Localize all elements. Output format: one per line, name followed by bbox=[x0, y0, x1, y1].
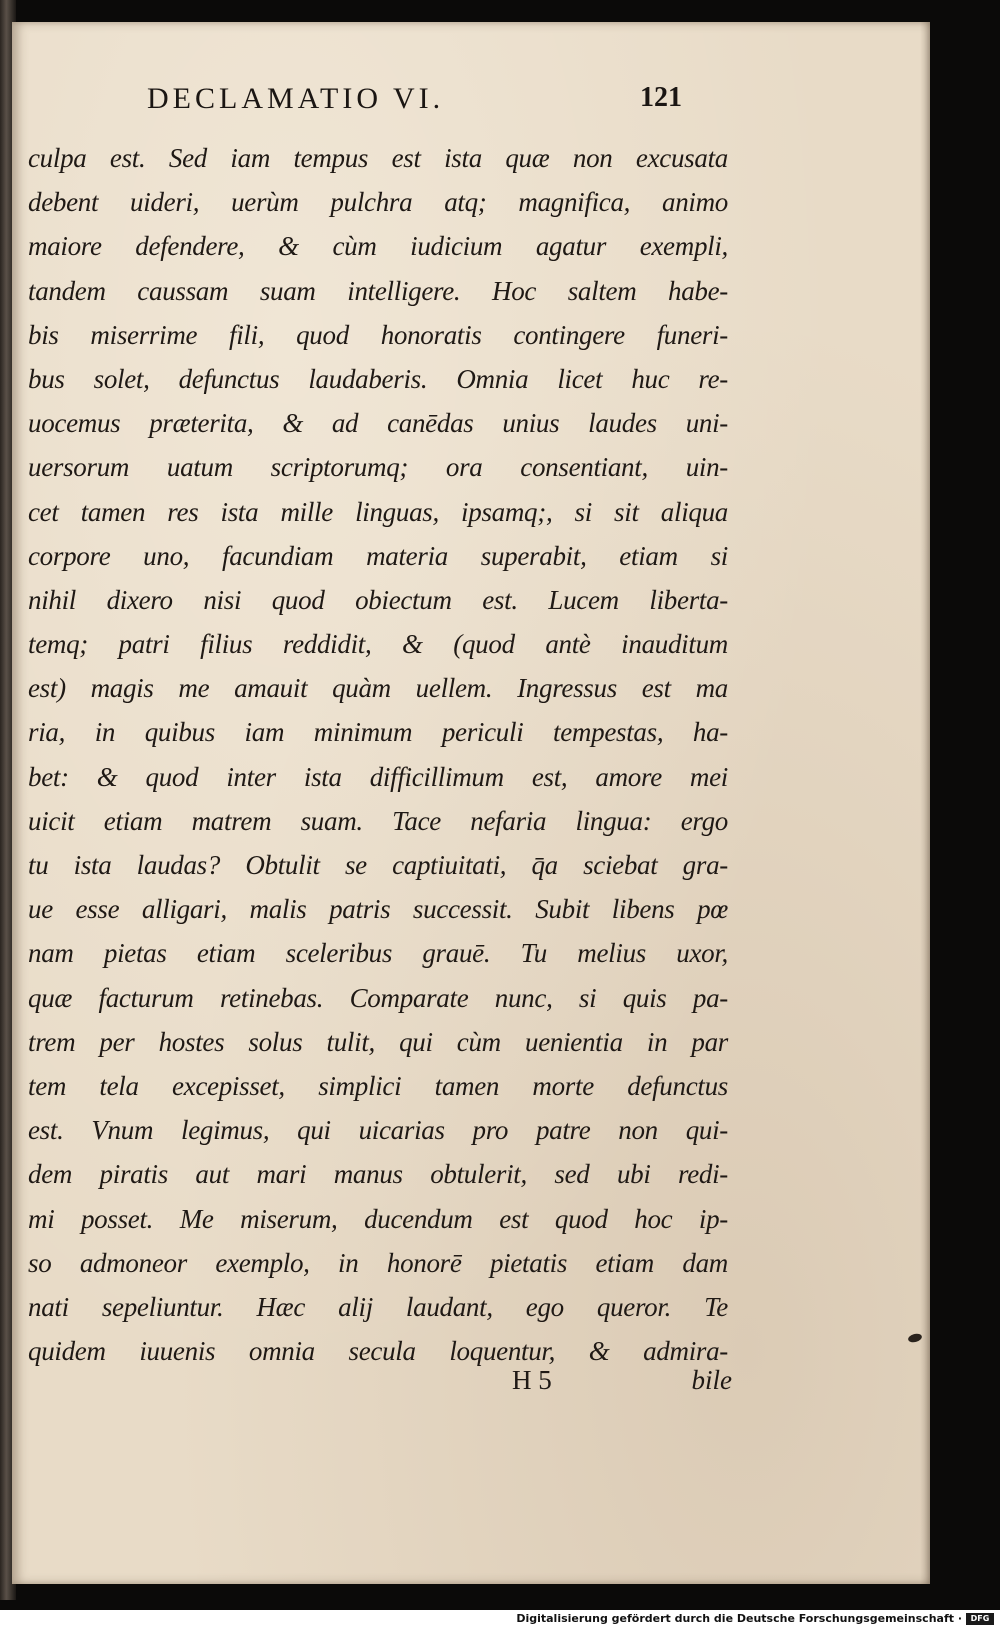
text-line: uicit etiam matrem suam. Tace nefaria lingua: ergo bbox=[28, 805, 728, 836]
text-line: uersorum uatum scriptorumq; ora consentiant, uin- bbox=[28, 452, 728, 483]
text-line: mi posset. Me miserum, ducendum est quod hoc ip- bbox=[28, 1203, 728, 1234]
text-line: nam pietas etiam sceleribus grauē. Tu melius uxor, bbox=[28, 938, 728, 969]
text-line: est) magis me amauit quàm uellem. Ingressus est ma bbox=[28, 673, 728, 704]
text-line: culpa est. Sed iam tempus est ista quæ non excusata bbox=[28, 143, 728, 173]
text-line: tu ista laudas? Obtulit se captiuitati, q̄a sciebat gra- bbox=[28, 850, 728, 880]
text-line: nati sepeliuntur. Hæc alij laudant, ego queror. Te bbox=[28, 1291, 728, 1322]
running-head bbox=[12, 82, 930, 122]
folio-number: 121 bbox=[640, 82, 682, 113]
dfg-logo: DFG bbox=[966, 1613, 994, 1625]
text-line: debent uideri, uerùm pulchra atq; magnifica, animo bbox=[28, 187, 728, 218]
text-line: trem per hostes solus tulit, qui cùm uenientia in par bbox=[28, 1026, 728, 1057]
book-page bbox=[12, 22, 930, 1584]
text-line: est. Vnum legimus, qui uicarias pro patre non qui- bbox=[28, 1115, 728, 1146]
text-line: tandem caussam suam intelligere. Hoc saltem habe- bbox=[28, 275, 728, 306]
footer-credit: Digitalisierung gefördert durch die Deutsche Forschungsgemeinschaft · bbox=[516, 1612, 962, 1625]
text-line: nihil dixero nisi quod obiectum est. Lucem liberta- bbox=[28, 584, 728, 615]
text-line: bis miserrime fili, quod honoratis contingere funeri- bbox=[28, 319, 728, 350]
body-text bbox=[28, 136, 728, 1373]
catchword: bile bbox=[691, 1365, 732, 1395]
text-line: uocemus præterita, & ad canēdas unius laudes uni- bbox=[28, 408, 728, 439]
text-line: bus solet, defunctus laudaberis. Omnia licet huc re- bbox=[28, 363, 728, 394]
text-line: quæ facturum retinebas. Comparate nunc, si quis pa- bbox=[28, 982, 728, 1013]
running-head-title: DECLAMATIO VI. bbox=[147, 82, 445, 115]
signature-mark: H 5 bbox=[512, 1365, 552, 1395]
page-gutter-shadow bbox=[920, 22, 930, 1584]
text-line: corpore uno, facundiam materia superabit, etiam si bbox=[28, 540, 728, 571]
text-line: temq; patri filius reddidit, & (quod antè inauditum bbox=[28, 629, 728, 660]
text-line: cet tamen res ista mille linguas, ipsamq;, si sit aliqua bbox=[28, 496, 728, 527]
text-line: quidem iuuenis omnia secula loquentur, & admira- bbox=[28, 1336, 728, 1367]
text-line: ria, in quibus iam minimum periculi tempestas, ha- bbox=[28, 717, 728, 748]
catchline bbox=[512, 1365, 732, 1405]
text-line: dem piratis aut mari manus obtulerit, sed ubi redi- bbox=[28, 1159, 728, 1190]
text-line: maiore defendere, & cùm iudicium agatur exempli, bbox=[28, 231, 728, 262]
text-line: ue esse alligari, malis patris successit. Subit libens pœ bbox=[28, 894, 728, 925]
text-line: so admoneor exemplo, in honorē pietatis etiam dam bbox=[28, 1247, 728, 1278]
digitization-footer bbox=[0, 1610, 1000, 1628]
text-line: tem tela excepisset, simplici tamen morte defunctus bbox=[28, 1070, 728, 1101]
text-line: bet: & quod inter ista difficillimum est, amore mei bbox=[28, 761, 728, 792]
